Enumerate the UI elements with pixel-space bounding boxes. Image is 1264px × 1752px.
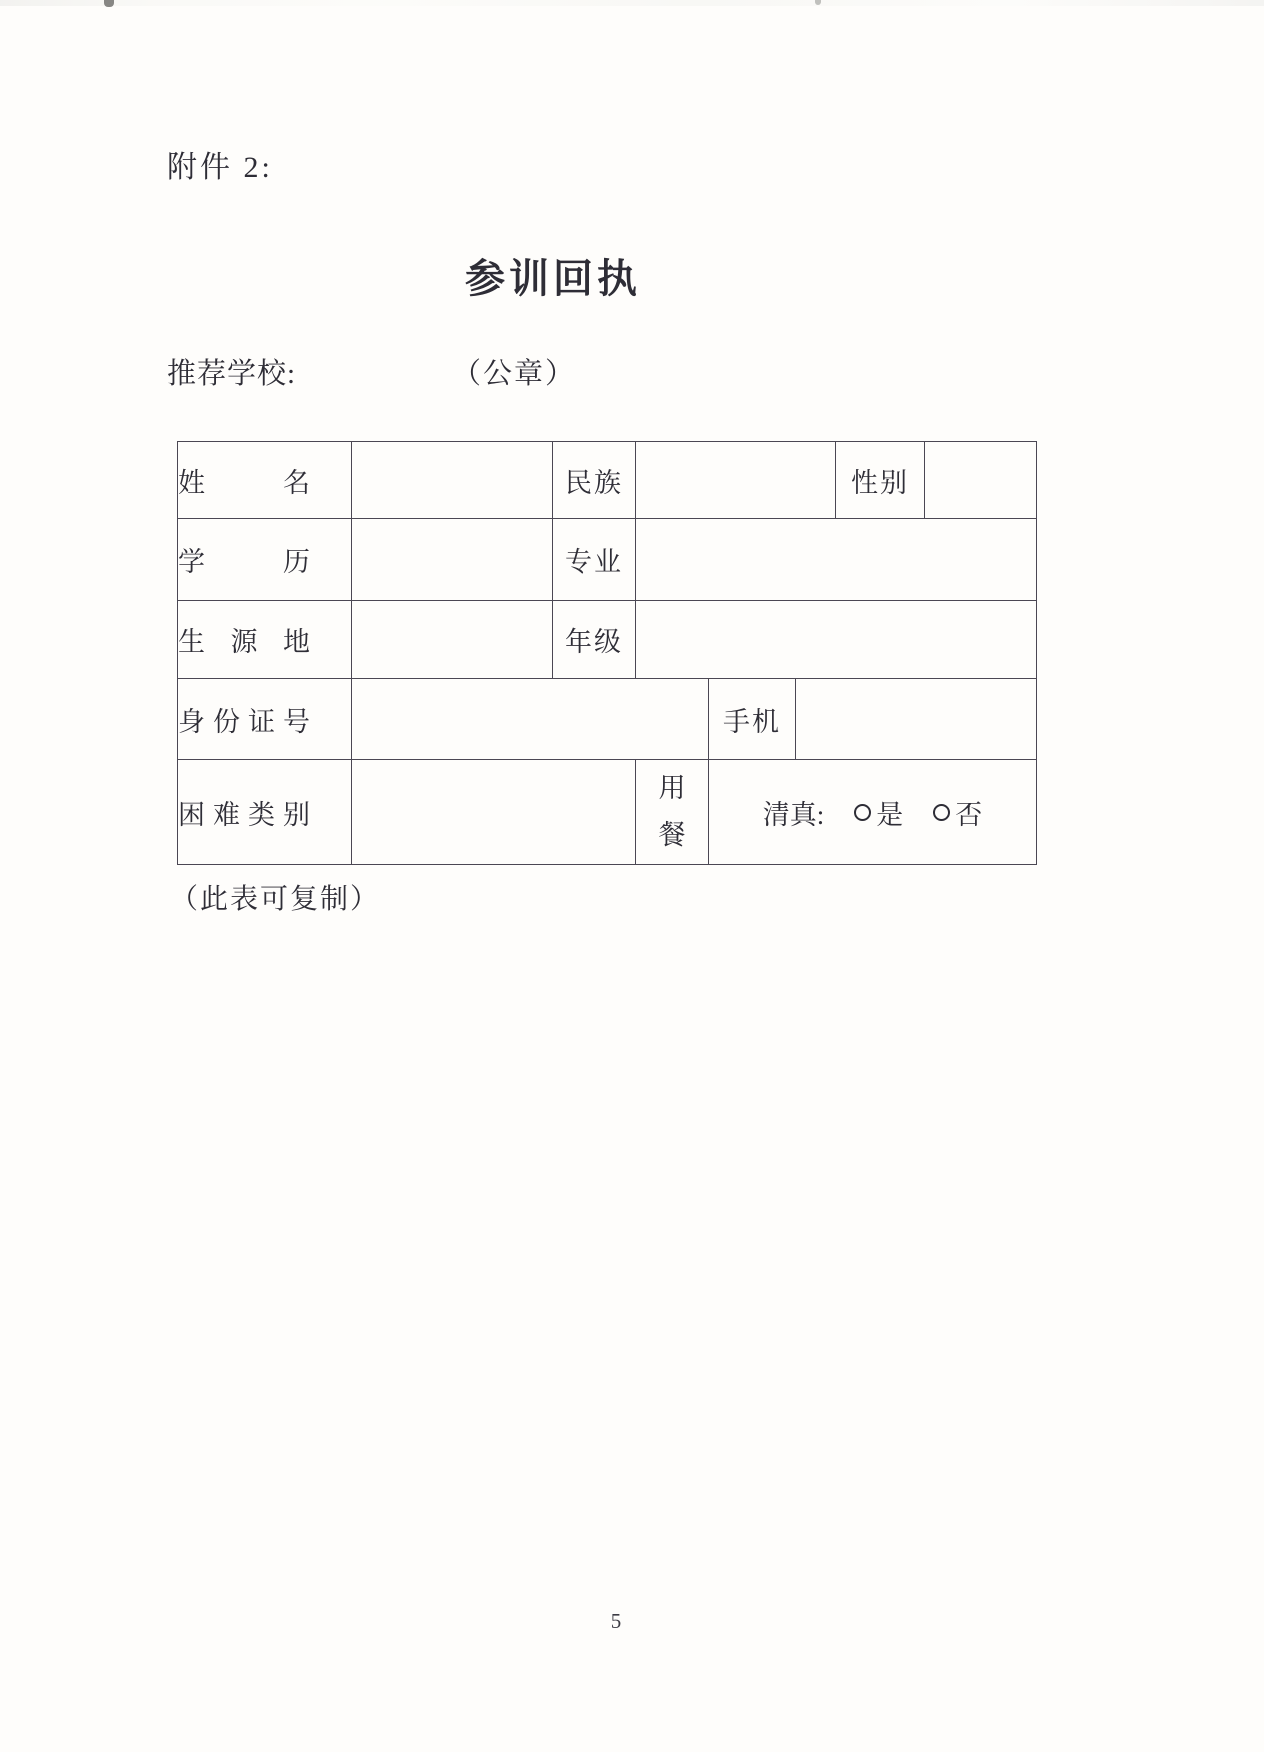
id-number-label: 身份证号 bbox=[178, 706, 310, 737]
name-label: 姓名 bbox=[178, 467, 310, 498]
mobile-value-cell bbox=[796, 679, 1037, 760]
difficulty-label-cell bbox=[178, 760, 352, 865]
official-seal-note: （公章） bbox=[452, 358, 577, 390]
recommending-school-label: 推荐学校: bbox=[167, 358, 297, 390]
attachment-label: 附件 2: bbox=[167, 151, 273, 184]
education-value-cell bbox=[352, 519, 553, 601]
ethnicity-value-cell bbox=[636, 442, 836, 519]
scan-artifact bbox=[104, 0, 114, 7]
halal-no-radio-icon bbox=[933, 804, 950, 821]
id-number-value-cell bbox=[352, 679, 709, 760]
halal-no-label: 否 bbox=[955, 799, 983, 830]
table-row bbox=[178, 601, 1037, 679]
halal-option-cell bbox=[709, 760, 1037, 865]
gender-label-cell: 性别 bbox=[836, 442, 925, 519]
id-number-label-cell bbox=[178, 679, 352, 760]
education-label: 学历 bbox=[178, 547, 310, 577]
origin-label: 生源地 bbox=[178, 627, 310, 657]
table-row bbox=[178, 442, 1037, 519]
grade-label-cell: 年级 bbox=[553, 601, 636, 679]
education-label-cell bbox=[178, 519, 352, 601]
table-row bbox=[178, 519, 1037, 601]
origin-value-cell bbox=[352, 601, 553, 679]
major-label-cell: 专业 bbox=[553, 519, 636, 601]
difficulty-label: 困难类别 bbox=[178, 799, 310, 830]
halal-yes-option bbox=[854, 793, 903, 832]
halal-yes-label: 是 bbox=[876, 799, 904, 830]
gender-value-cell bbox=[925, 442, 1037, 519]
participation-form-table bbox=[177, 441, 1037, 865]
scan-edge-artifact bbox=[0, 0, 1264, 6]
table-row bbox=[178, 679, 1037, 760]
page-number: 5 bbox=[610, 1609, 622, 1633]
halal-label: 清真: bbox=[762, 799, 825, 830]
ethnicity-label-cell: 民族 bbox=[553, 442, 636, 519]
name-value-cell bbox=[352, 442, 553, 519]
dining-label: 用餐 bbox=[658, 772, 686, 850]
origin-label-cell bbox=[178, 601, 352, 679]
page-title: 参训回执 bbox=[465, 256, 641, 301]
mobile-label-cell: 手机 bbox=[709, 679, 796, 760]
dining-label-cell bbox=[636, 760, 709, 865]
name-label-cell bbox=[178, 442, 352, 519]
table-row bbox=[178, 760, 1037, 865]
grade-value-cell bbox=[636, 601, 1037, 679]
difficulty-value-cell bbox=[352, 760, 636, 865]
halal-yes-radio-icon bbox=[854, 804, 871, 821]
copy-note: （此表可复制） bbox=[170, 884, 381, 915]
halal-no-option bbox=[933, 793, 982, 832]
major-value-cell bbox=[636, 519, 1037, 601]
